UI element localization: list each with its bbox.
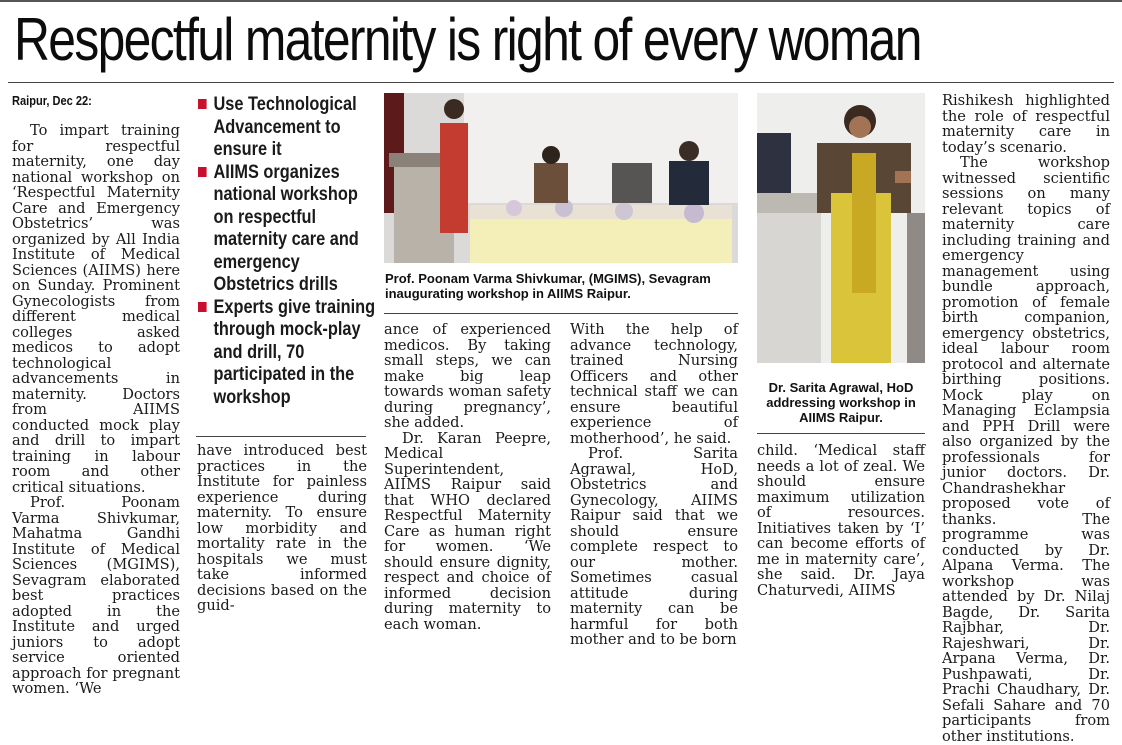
top-rule (0, 0, 1122, 2)
col2-paragraph: have introduced best practices in the Institute for painless experience during maternity. To ensure low morbidity and mortality rate in the hospitals we must take informed decisions based on the guid- (197, 442, 367, 614)
column-3 (384, 322, 551, 632)
highlights-box (198, 94, 376, 409)
photo-illustration (757, 93, 925, 363)
column-4 (570, 322, 738, 648)
col1-paragraph: To impart training for respectful maternity, one day national workshop on ‘Respectful Maternity Care and Emergency Obstetrics’ was organized by All India Institute of Medical Sciences (AIIMS) here on Sunday. Prominent Gynecologists from different medical colleges asked medicos to adopt technological advancements in maternity. Doctors from AIIMS conducted mock play and drill to impart training in labour room and other critical situations. (12, 122, 180, 496)
red-square-bullet-icon (198, 167, 207, 177)
col6-paragraph: The workshop witnessed scientific sessions on many relevant topics of maternity care including training and emergency management using bundle approach, promotion of female birth companion, emergency obstetrics, ideal labour room protocol and alternate birthing positions. Mock play on Managing Eclampsia and PPH Drill were also organized by the professionals for junior doctors. Dr. Chandrashekhar proposed vote of thanks. The programme was conducted by Dr. Alpana Verma. The workshop was attended by Dr. Nilaj Bagde, Dr. Sarita Rajbhar, Dr. Rajeshwari, Dr. Arpana Verma, Dr. Pushpawati, Dr. Prachi Chaudhary, Dr. Sefali Sahare and 70 participants from other institutions. (942, 154, 1110, 745)
highlights-rule (196, 436, 366, 437)
photo-illustration (384, 93, 738, 263)
highlight-item: Experts give training through mock-play and drill, 70 participated in the workshop (198, 297, 381, 410)
workshop-photo-inauguration (384, 93, 738, 263)
photo1-caption: Prof. Poonam Varma Shivkumar, (MGIMS), Sevagram inaugurating workshop in AIIMS Raipur. (385, 271, 711, 301)
col5-paragraph: child. ‘Medical staff needs a lot of zeal. We should ensure maximum utilization of resources. Initiatives taken by ‘I’ can become efforts of me in maternity care’, she said. Dr. Jaya Chaturvedi, AIIMS (757, 442, 925, 599)
red-square-bullet-icon (198, 99, 207, 109)
headline-rule (8, 82, 1114, 83)
col4-paragraph: With the help of advance technology, trained Nursing Officers and other technical staff we can ensure beautiful experience of motherhood’, he said. (570, 321, 738, 447)
dateline: Raipur, Dec 22: (12, 93, 92, 108)
col3-paragraph: Dr. Karan Peepre, Medical Superintendent, AIIMS Raipur said that WHO declared Respectful Maternity Care as human right for women. ‘We should ensure dignity, respect and choice of informed decision during maternity to each woman. (384, 429, 551, 633)
column-6 (942, 93, 1110, 744)
speaker-photo (757, 93, 925, 363)
red-square-bullet-icon (198, 302, 207, 312)
col6-paragraph: Rishikesh highlighted the role of respectful maternity care in today’s scenario. (942, 92, 1110, 156)
column-2 (197, 443, 367, 614)
photo1-rule (384, 313, 738, 314)
highlight-item: AIIMS organizes national workshop on respectful maternity care and emergency Obstetrics drills (198, 162, 381, 297)
column-5 (757, 443, 925, 598)
col3-paragraph: ance of experienced medicos. By taking small steps, we can make big leap towards woman safety during pregnancy’, she added. (384, 321, 551, 431)
photo2-caption: Dr. Sarita Agrawal, HoD addressing workshop in AIIMS Raipur. (766, 380, 916, 425)
col1-paragraph: Prof. Poonam Varma Shivkumar, Mahatma Gandhi Institute of Medical Sciences (MGIMS), Sevagram elaborated best practices adopted in the Institute and urged juniors to adopt service oriented approach for pregnant women. ‘We (12, 494, 180, 697)
photo2-rule (757, 433, 925, 434)
col4-paragraph: Prof. Sarita Agrawal, HoD, Obstetrics and Gynecology, AIIMS Raipur said that we should ensure complete respect to our mother. Sometimes casual attitude during maternity can be harmful for both mother and to be born (570, 445, 738, 648)
highlight-item: Use Technological Advancement to ensure it (198, 94, 381, 162)
headline: Respectful maternity is right of every woman (14, 6, 921, 73)
column-1 (12, 123, 180, 697)
